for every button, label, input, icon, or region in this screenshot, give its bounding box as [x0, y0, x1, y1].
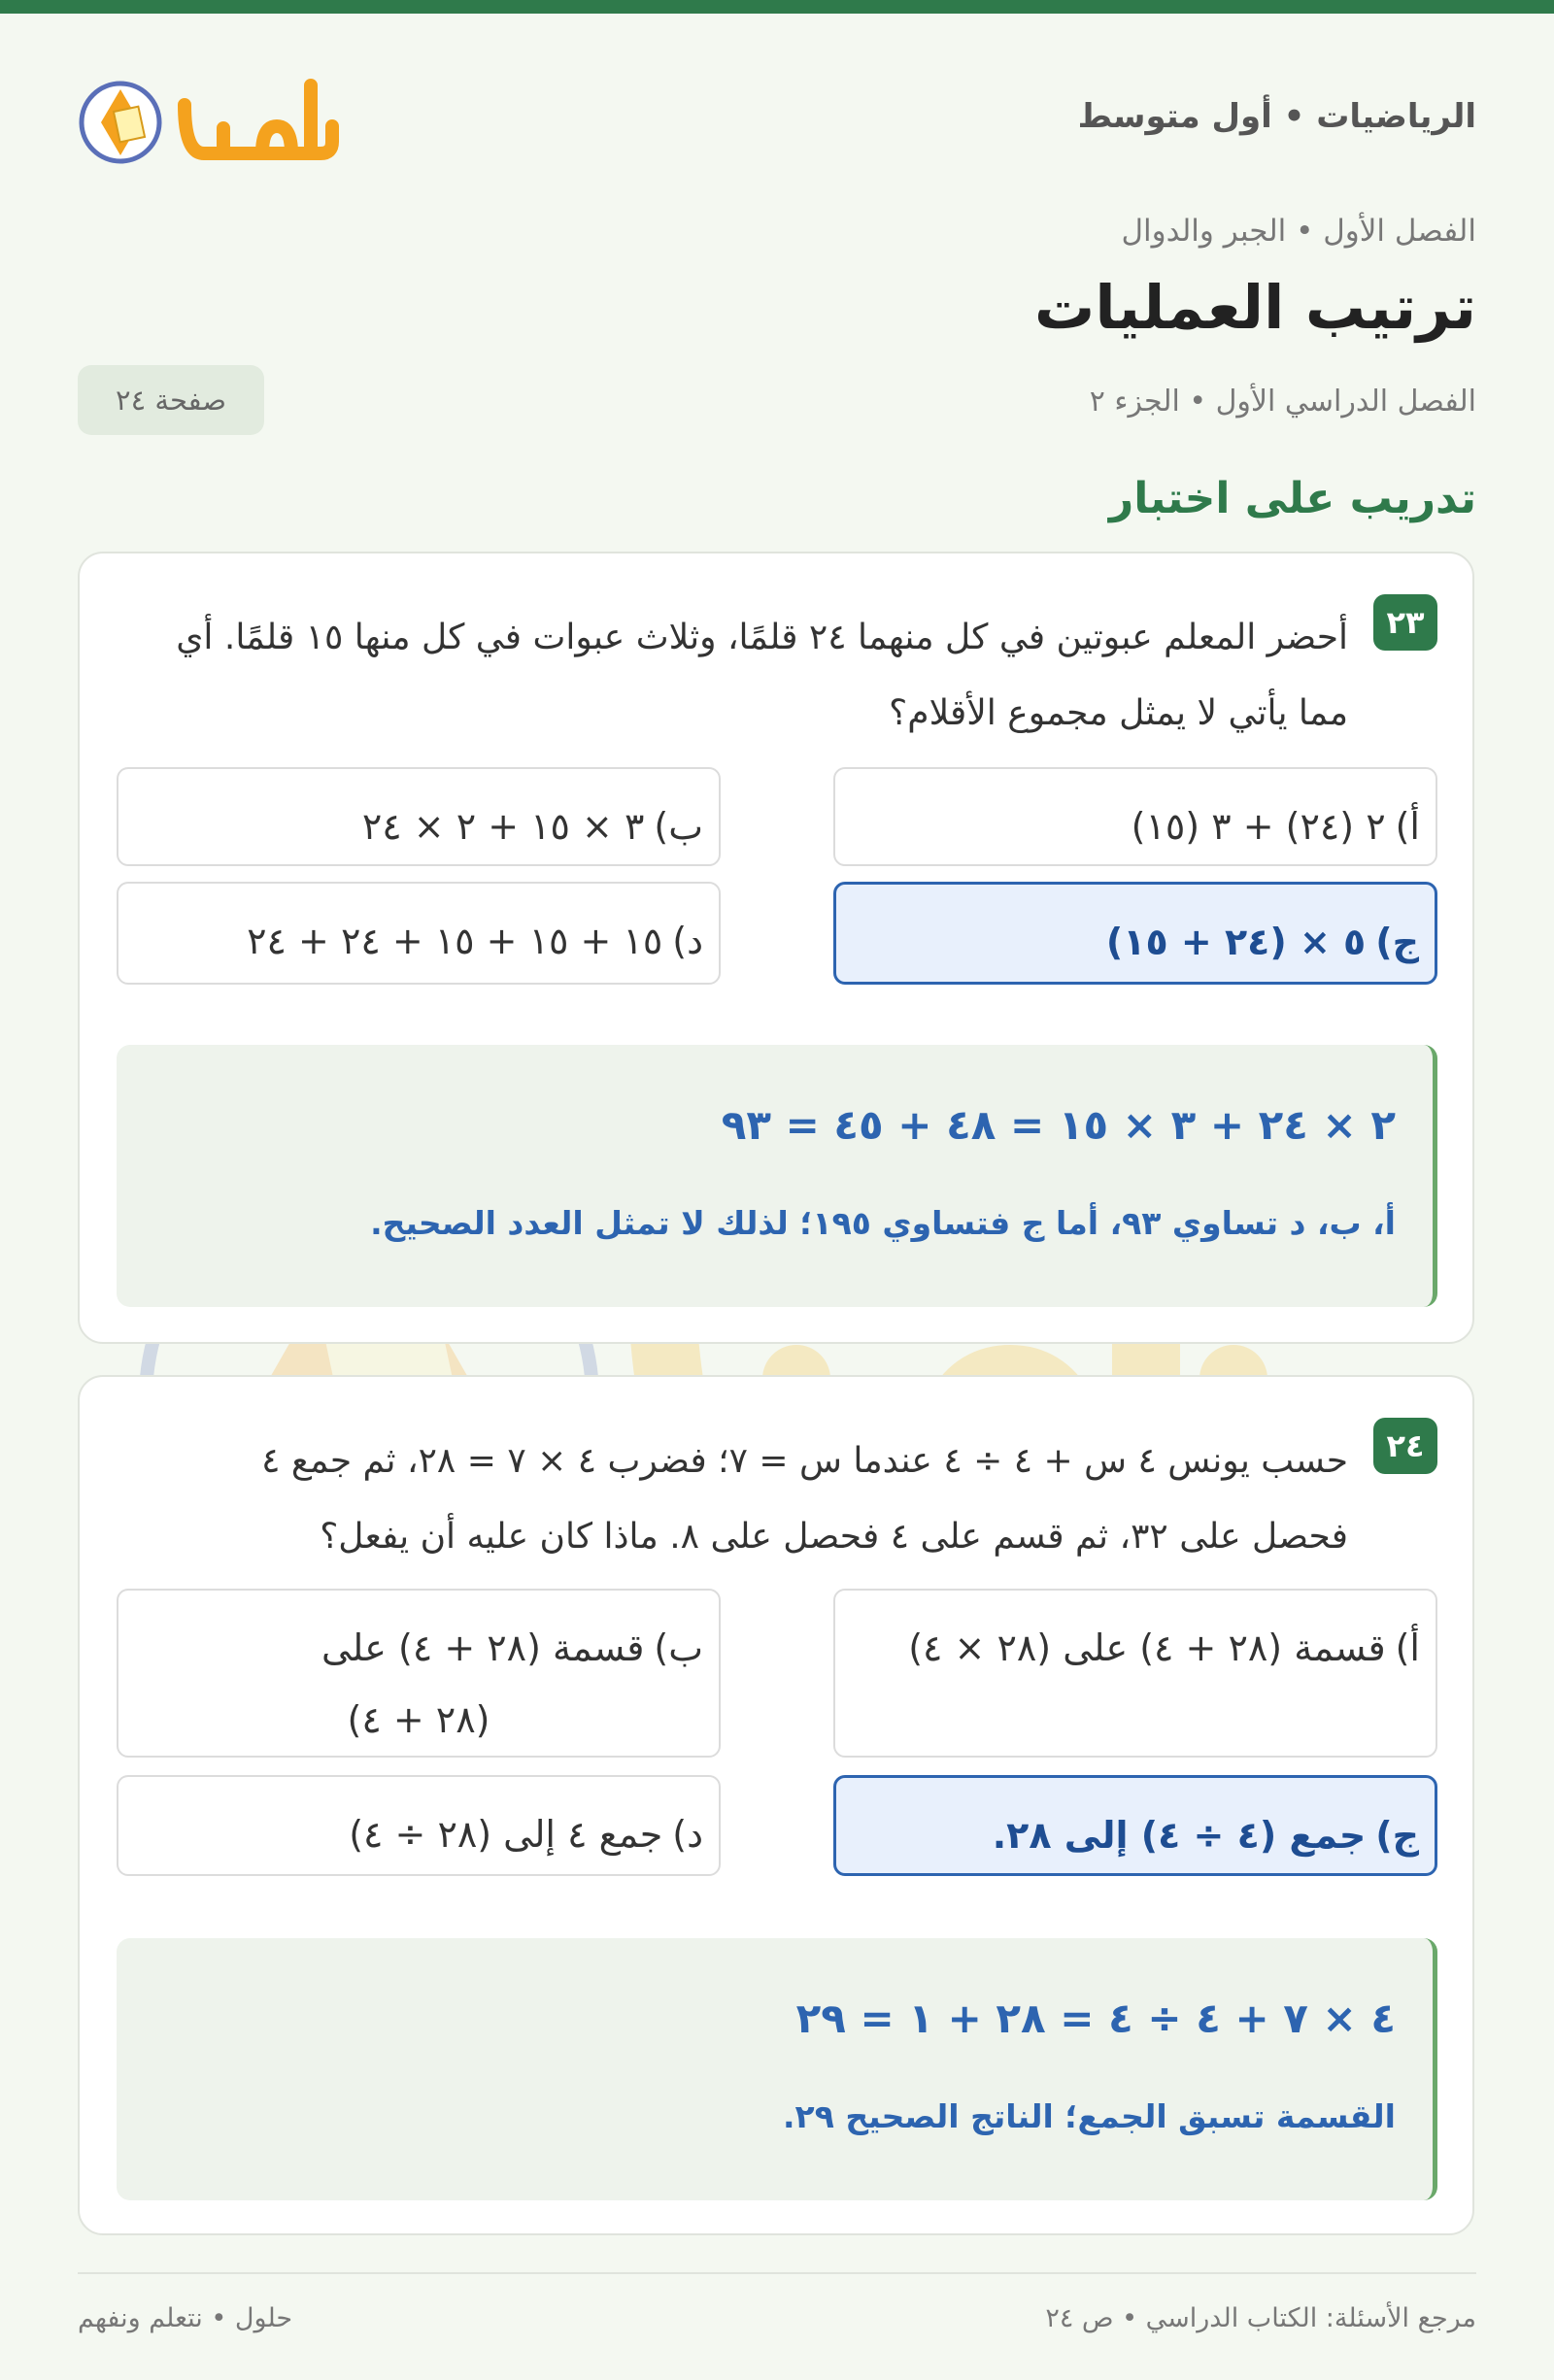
option-a[interactable]: [833, 767, 1437, 866]
answer-note: أ، ب، د تساوي ٩٣، أما ج فتساوي ١٩٥؛ لذلك لا تمثل العدد الصحيح.: [370, 1204, 1396, 1242]
footer-brand: حلول • نتعلم ونفهم: [78, 2303, 293, 2333]
option-text: قسمة (٢٨ + ٤) على: [321, 1626, 645, 1669]
answer-box: [117, 1938, 1437, 2200]
option-label: د): [672, 1813, 703, 1856]
option-text: قسمة (٢٨ + ٤) على (٢٨ × ٤): [908, 1626, 1386, 1669]
section-title: تدريب على اختبار: [1108, 474, 1476, 523]
option-text-continued: (٢٨ + ٤): [347, 1698, 490, 1741]
option-a[interactable]: [833, 1589, 1437, 1758]
option-text: ١٥ + ١٥ + ١٥ + ٢٤ + ٢٤: [247, 920, 663, 962]
footer-divider: [78, 2272, 1476, 2274]
option-b[interactable]: [117, 767, 721, 866]
option-label: د): [672, 920, 703, 962]
option-c-selected[interactable]: [833, 882, 1437, 985]
option-label: ب): [654, 805, 703, 848]
option-text: جمع (٤ ÷ ٤) إلى ٢٨.: [992, 1814, 1367, 1857]
option-b[interactable]: [117, 1589, 721, 1758]
answer-box: [117, 1045, 1437, 1307]
page-number-badge: صفحة ٢٤: [78, 365, 264, 435]
question-card-23: [78, 552, 1474, 1344]
option-text: ٢ (٢٤) + ٣ (١٥): [1131, 805, 1386, 848]
option-label: أ): [1395, 805, 1420, 848]
answer-equation: ٤ × ٧ + ٤ ÷ ٤ = ٢٨ + ١ = ٢٩: [795, 1995, 1396, 2042]
semester-info: الفصل الدراسي الأول • الجزء ٢: [1089, 385, 1476, 419]
option-text: ٣ × ١٥ + ٢ × ٢٤: [361, 805, 645, 848]
option-label: ب): [654, 1626, 703, 1669]
option-text: ٥ × (٢٤ + ١٥): [1105, 921, 1367, 963]
question-text: حسب يونس ٤ س + ٤ ÷ ٤ عندما س = ٧؛ فضرب ٤ × ٧ = ٢٨، ثم جمع ٤ فحصل على ٣٢، ثم قسم على ٤ فحصل على ٨. ماذا كان عليه أن يفعل؟: [261, 1441, 1348, 1557]
question-card-24: [78, 1375, 1474, 2235]
page-header: [78, 14, 1476, 188]
question-number: ٢٤: [1373, 1418, 1437, 1474]
breadcrumb: الفصل الأول • الجبر والدوال: [1121, 214, 1476, 249]
subject-title: الرياضيات • أول متوسط: [1077, 97, 1476, 136]
option-label: أ): [1395, 1626, 1420, 1669]
footer-reference: مرجع الأسئلة: الكتاب الدراسي • ص ٢٤: [1045, 2303, 1476, 2333]
option-d[interactable]: [117, 1775, 721, 1876]
question-number: ٢٣: [1373, 594, 1437, 651]
answer-note: القسمة تسبق الجمع؛ الناتج الصحيح ٢٩.: [783, 2097, 1396, 2135]
hulul-logo[interactable]: [78, 66, 350, 173]
option-d[interactable]: [117, 882, 721, 985]
option-label: ج): [1375, 1814, 1419, 1857]
page-title: ترتيب العمليات: [1034, 272, 1476, 343]
option-text: جمع ٤ إلى (٢٨ ÷ ٤): [349, 1813, 663, 1856]
option-label: ج): [1375, 921, 1419, 963]
top-accent-bar: [0, 0, 1554, 14]
option-c-selected[interactable]: [833, 1775, 1437, 1876]
question-text: أحضر المعلم عبوتين في كل منهما ٢٤ قلمًا، وثلاث عبوات في كل منها ١٥ قلمًا. أي مما يأتي لا يمثل مجموع الأقلام؟: [176, 618, 1348, 733]
answer-equation: ٢ × ٢٤ + ٣ × ١٥ = ٤٨ + ٤٥ = ٩٣: [721, 1101, 1396, 1149]
